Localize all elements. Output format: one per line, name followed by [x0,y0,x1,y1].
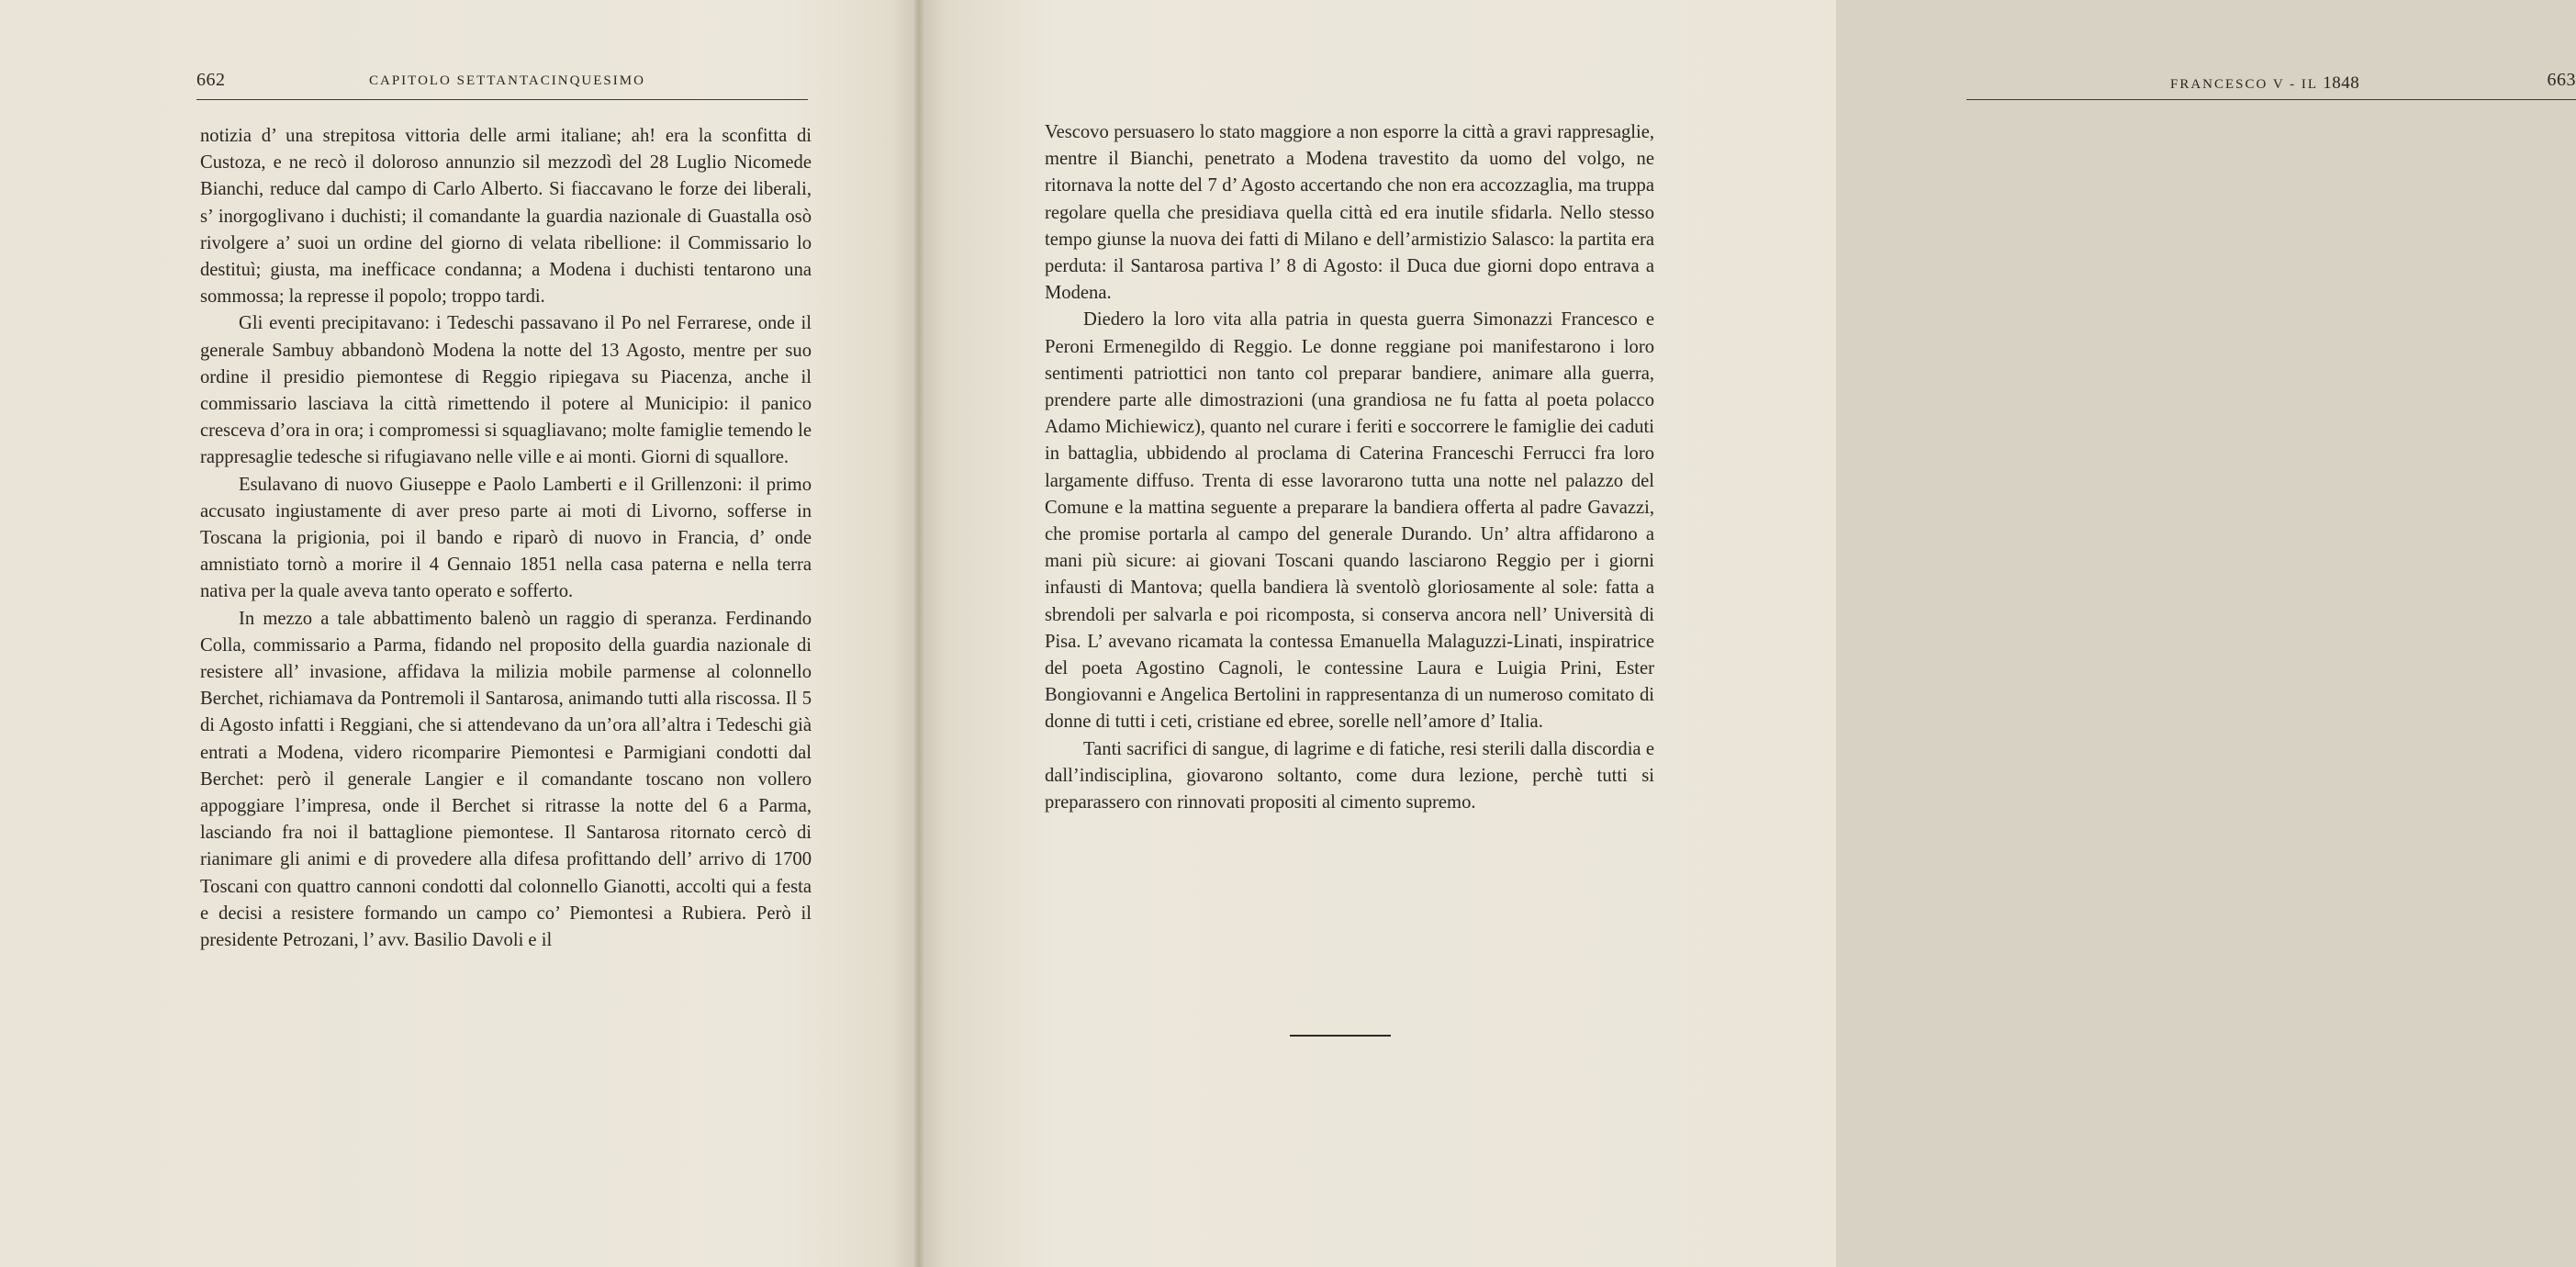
right-page-header [1966,66,2576,100]
running-head-right-text: FRANCESCO V - IL [2170,77,2318,92]
running-head-right [2170,73,2359,94]
right-page-body [1045,119,1654,816]
paragraph: Diedero la loro vita alla patria in questa guerra Simonazzi Francesco e Peroni Ermenegildo di Reggio. Le donne reggiane poi manifestarono i loro sentimenti patriottici non tanto col preparar bandiere, animare alla guerra, prendere parte alle dimostrazioni (una grandiosa ne fu fatta al poeta polacco Adamo Michiewicz), quanto nel curare i feriti e soccorrere le famiglie dei caduti in battaglia, ubbidendo al proclama di Caterina Franceschi Ferrucci fra loro largamente diffuso. Trenta di esse lavorarono tutta una notte nel palazzo del Comune e la mattina seguente a preparare la bandiera offerta al padre Gavazzi, che promise portarla al campo del generale Durando. Un’ altra affidarono a mani più sicure: ai giovani Toscani quando lasciarono Reggio per i giorni infausti di Mantova; quella bandiera là sventolò gloriosamente al sole: fatta a sbrendoli per salvarla e poi ricomposta, si conserva ancora nell’ Università di Pisa. L’ avevano ricamata la contessa Emanuella Malaguzzi-Linati, inspiratrice del poeta Agostino Cagnoli, le contessine Laura e Luigia Prini, Ester Bongiovanni e Angelica Bertolini in rappresentanza di un numeroso comitato di donne di tutti i ceti, cristiane ed ebree, sorelle nell’amore d’ Italia. [1045,309,1654,733]
paragraph: Vescovo persuasero lo stato maggiore a non esporre la città a gravi rappresaglie, mentre il Bianchi, penetrato a Modena travestito da uomo del volgo, ne ritornava la notte del 7 d’ Agosto accertando che non era accozzaglia, ma truppa regolare quella che presidiava quella città ed era inutile sfidarla. Nello stesso tempo giunse la nuova dei fatti di Milano e dell’armistizio Salasco: la partita era perduta: il Santarosa partiva l’ 8 di Agosto: il Duca due giorni dopo entrava a Modena. [1045,122,1654,304]
book-gutter [914,0,924,1267]
running-head-left: CAPITOLO SETTANTACINQUESIMO [369,73,645,88]
running-head-year: 1848 [2323,73,2360,93]
page-number-right: 663 [2547,70,2576,90]
left-page-header [196,66,808,100]
left-page-body [200,123,812,954]
paragraph: Esulavano di nuovo Giuseppe e Paolo Lamberti e il Grillenzoni: il primo accusato ingiustamente di aver preso parte ai moti di Livorno, sofferse in Toscana la prigionia, poi il bando e riparò di nuovo in Francia, d’ onde amnistiato tornò a morire il 4 Gennaio 1851 nella casa paterna e nella terra nativa per la quale aveva tanto operato e sofferto. [200,474,812,602]
paragraph: In mezzo a tale abbattimento balenò un raggio di speranza. Ferdinando Colla, commissario a Parma, fidando nel proposito della guardia nazionale di resistere all’ invasione, affidava la milizia mobile parmense al colonnello Berchet, richiamava da Pontremoli il Santarosa, animando tutti alla riscossa. Il 5 di Agosto infatti i Reggiani, che si attendevano da un’ora all’altra i Tedeschi già entrati a Modena, videro ricomparire Piemontesi e Parmigiani condotti dal Berchet: però il generale Langier e il comandante toscano non vollero appoggiare l’impresa, onde il Berchet si ritrasse la notte del 6 a Parma, lasciando fra noi il battaglione piemontese. Il Santarosa ritornato cercò di rianimare gli animi e di provedere alla difesa profittando dell’ arrivo di 1700 Toscani con quattro cannoni condotti dal colonnello Gianotti, accolti qui a festa e decisi a resistere formando un campo co’ Piemontesi a Rubiera. Però il presidente Petrozani, l’ avv. Basilio Davoli e il [200,608,812,951]
left-page [0,0,918,1267]
page-number-left: 662 [196,70,226,90]
paragraph: Gli eventi precipitavano: i Tedeschi passavano il Po nel Ferrarese, onde il generale Sambuy abbandonò Modena la notte del 13 Agosto, mentre per suo ordine il presidio piemontese di Reggio ripiegava su Piacenza, anche il commissario lasciava la città rimettendo il potere al Municipio: il panico cresceva d’ora in ora; i compromessi si squagliavano; molte famiglie temendo le rappresaglie tedesche si rifugiavano nelle ville e ai monti. Giorni di squallore. [200,313,812,468]
paragraph: notizia d’ una strepitosa vittoria delle armi italiane; ah! era la sconfitta di Custoza, e ne recò il doloroso annunzio sil mezzodì del 28 Luglio Nicomede Bianchi, reduce dal campo di Carlo Alberto. Si fiaccavano le forze dei liberali, s’ inorgoglivano i duchisti; il comandante la guardia nazionale di Guastalla osò rivolgere a’ suoi un ordine del giorno di velata ribellione: il Commissario lo destituì; giusta, ma inefficace condanna; a Modena i duchisti tentarono una sommossa; la represse il popolo; troppo tardi. [200,126,812,308]
paragraph: Tanti sacrifici di sangue, di lagrime e di fatiche, resi sterili dalla discordia e dall’indisciplina, giovarono soltanto, come dura lezione, perchè tutti si preparassero con rinnovati propositi al cimento supremo. [1045,738,1654,813]
chapter-end-rule [1290,1035,1391,1037]
